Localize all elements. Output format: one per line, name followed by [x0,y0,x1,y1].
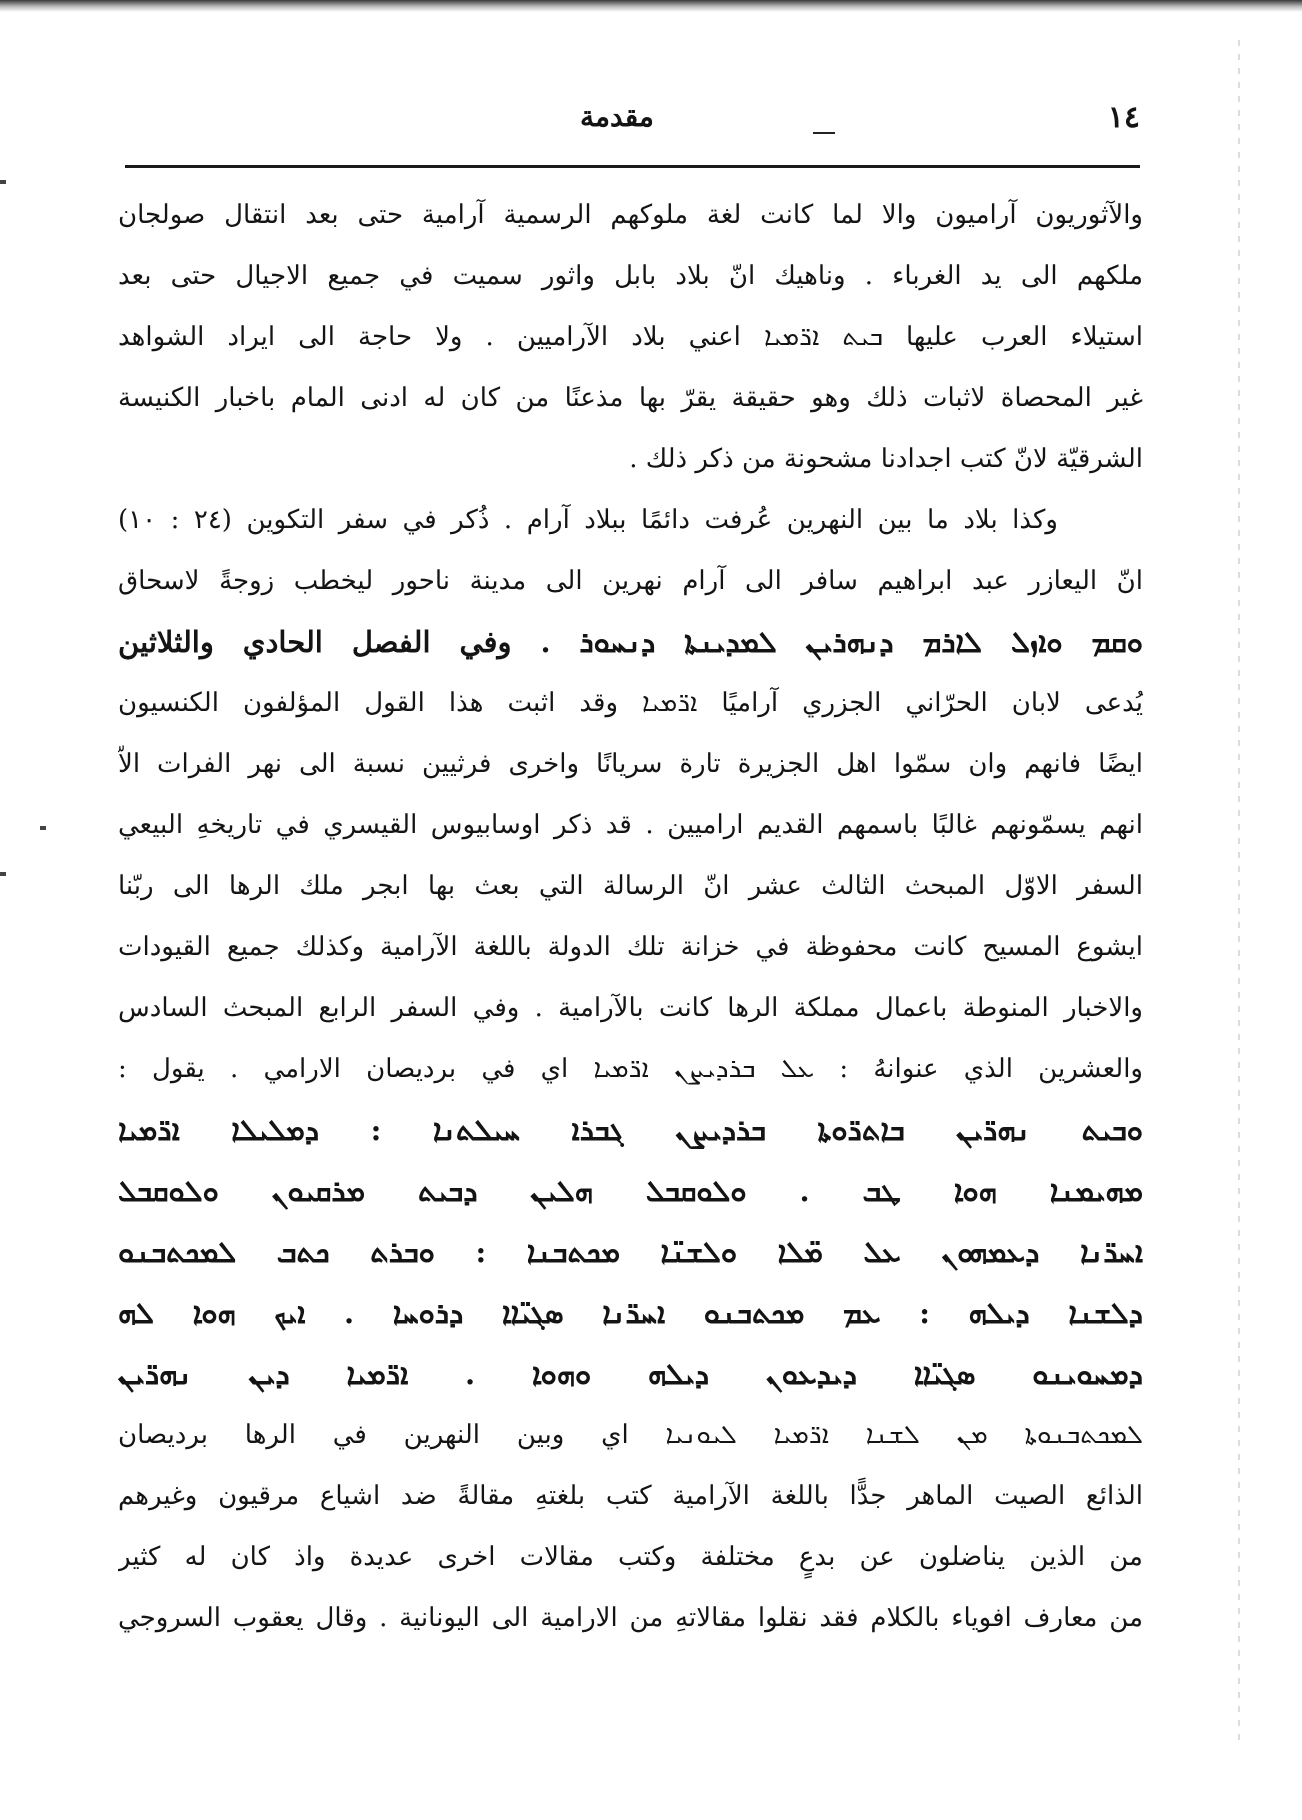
text-line: ايضًا فانهم وان سمّوا اهل الجزيرة تارة سريانًا واخرى فرثيين نسبة الى نهر الفرات الاّ [118,749,1143,779]
text-line: ܘܒܝܬ ܢܗܪ̈ܝܢ ܒܐܬܪ̈ܘܬܐ ܒܪܕܝܨܢ ܓܒܪܐ ܚܝܠܬܢܐ : ܕܡܠܝܠܐ ܐܪ̈ܡܝܐ [118,1113,1143,1147]
text-line: الشرقيّة لانّ كتب اجدادنا مشحونة من ذكر ذلك . [629,444,1143,474]
text-line: ايشوع المسيح كانت محفوظة في خزانة تلك الدولة باللغة الآرامية وكذلك جميع القيودات [118,932,1143,962]
text-line: من الذين يناضلون عن بدعٍ مختلفة وكتب مقالات اخرى عديدة واذ كان له كثير [118,1542,1143,1572]
text-line: السفر الاوّل المبحث الثالث عشر انّ الرسالة التي بعث بها ابجر ملك الرها الى ربّنا [118,871,1143,901]
text-line: والاخبار المنوطة باعمال مملكة الرها كانت بالآرامية . وفي السفر الرابع المبحث السادس [118,993,1143,1023]
text-line: غير المحصاة لاثبات ذلك وهو حقيقة يقرّ بها مذعنًا من كان له ادنى المام باخبار الكنيسة [118,383,1143,413]
text-line: انّ اليعازر عبد ابراهيم سافر الى آرام نهرين الى مدينة ناحور ليخطب زوجةً لاسحاق [118,566,1143,596]
text-line: ܕܠܫܢܐ ܕܝܠܗ : ܥܡ ܡܟܬܒܢܘ ܐܚܪ̈ܢܐ ܣܓܝ̈ܐܐ ܕܪܘܚܐ . ܐܝܟ ܗܘܐ ܠܗ [118,1296,1143,1330]
scan-top-edge [0,0,1302,12]
text-line: ܠܡܟܬܒܢܘܬܐ ܡܢ ܠܫܢܐ ܐܪ̈ܡܝܐ ܠܝܘܢܝܐ اي وبين النهرين في الرها برديصان [118,1420,1143,1450]
text-line: استيلاء العرب عليها ܒܝܬ ܐܪ̈ܡܝܐ اعني بلاد الآراميين . ولا حاجة الى ايراد الشواهد [118,322,1143,352]
text-line: والعشرين الذي عنوانهُ : ܥܠ ܒܪܕܝܨܢ ܐܪ̈ܡܝܐ اي في بردیصان الارامي . يقول : [118,1054,1143,1084]
bleed-through-line [1238,40,1240,1740]
text-line: من معارف افوياء بالكلام فقد نقلوا مقالاتهِ من الارامية الى اليونانية . وقال يعقوب السروجي [118,1603,1143,1633]
text-line: والآثوريون آراميون والا لما كانت لغة ملوكهم الرسمية آرامية حتى بعد انتقال صولجان [118,200,1143,230]
text-line: ܐܚܪ̈ܢܐ ܕܥܡܗܘܢ ܥܠ ܡ̈ܠܐ ܘܠܫܢ̈ܐ ܡܟܬܒܢܐ : ܘܒܪܬ ܟܬܒ ܠܡܟܬܒܢܘ [118,1235,1143,1269]
header-dash [813,132,835,134]
text-line: وكذا بلاد ما بين النهرين عُرفت دائمًا ببلاد آرام . ذُكر في سفر التكوين (٢٤ : ١٠) [118,505,1058,535]
text-line: ܕܡܚܘܝܢܘ ܣܓܝ̈ܐܐ ܕܝܕܥܘܢ ܕܝܠܗ ܘܗܘܐ . ܐܪ̈ܡܝܐ ܕܝܢ ܢܗܪ̈ܝܢ [118,1357,1143,1391]
text-line: يُدعى لابان الحرّاني الجزري آراميًا ܐܪ̈ܡܝܐ وقد اثبت هذا القول المؤلفون الكنسيون [118,688,1143,718]
scan-mark [0,872,6,876]
text-line: الذائع الصيت الماهر جدًّا باللغة الآرامية كتب بلغتهِ مقالةً ضد اشياع مرقیون وغيرهم [118,1481,1143,1511]
text-line: ܡܗܝܡܢܐ ܗܘܐ ܛܒ . ܘܠܘܩܒܠ ܗܠܝܢ ܕܒܝܬ ܡܪܩܝܘܢ ܘܠܘܩܒܠ [118,1174,1143,1208]
header-rule [125,165,1140,168]
body-text [118,185,1143,1649]
text-line: انهم يسمّونهم غالبًا باسمهم القديم ارامیین . قد ذكر اوسابيوس القيسري في تاريخهِ البيعي [118,810,1143,840]
page-number: ١٤ [1107,100,1140,135]
text-line: ملكهم الى يد الغرباء . وناهيك انّ بلاد بابل واثور سميت في جميع الاجيال حتى بعد [118,261,1143,291]
running-title: مقدمة [580,100,654,133]
scan-mark [0,180,6,184]
text-line: ܘܩܡ ܘܐܙܠ ܠܐܪܡ ܕܢܗܪܝܢ ܠܡܕܝܢܬܐ ܕܢܚܘܪ . وفي الفصل الحادي والثلاثين [118,625,1143,659]
scan-mark [40,826,46,830]
page-header [125,100,1140,150]
